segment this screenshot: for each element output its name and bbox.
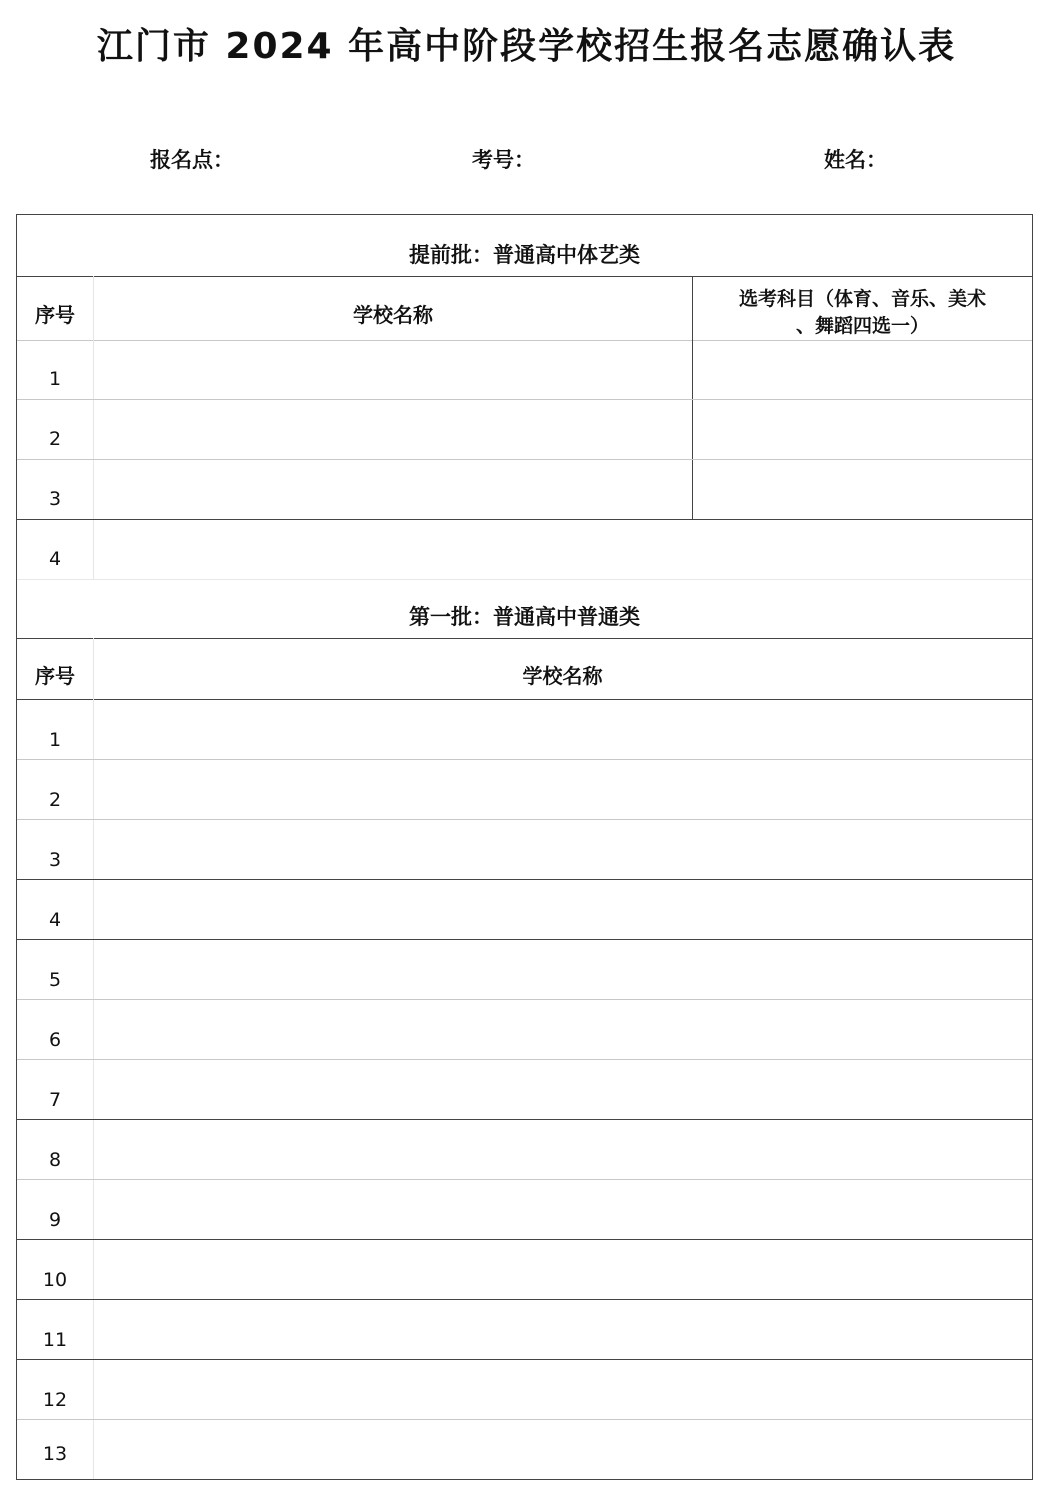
- divider: [17, 699, 1032, 700]
- advance-subject-header-line1: 选考科目（体育、音乐、美术: [738, 288, 986, 310]
- divider: [17, 1299, 1032, 1300]
- divider: [17, 879, 1032, 880]
- divider: [17, 1059, 1032, 1060]
- first-row-number: 12: [42, 1389, 68, 1411]
- first-row-number: 1: [48, 729, 62, 751]
- divider: [17, 759, 1032, 760]
- advance-school-header: 学校名称: [353, 303, 433, 327]
- application-table: [16, 214, 1033, 1480]
- divider: [17, 939, 1032, 940]
- first-batch-heading: 第一批：普通高中普通类: [409, 605, 640, 629]
- advance-subject-header-line2: 、舞蹈四选一）: [795, 315, 929, 337]
- student-name-label: 姓名：: [824, 148, 887, 172]
- divider: [17, 638, 1032, 639]
- exam-number-label: 考号：: [472, 148, 535, 172]
- registration-site-label: 报名点：: [150, 148, 234, 172]
- advance-seq-header: 序号: [35, 303, 75, 327]
- divider: [17, 999, 1032, 1000]
- divider: [17, 579, 1032, 580]
- first-row-number: 2: [48, 789, 62, 811]
- advance-row-number: 1: [48, 368, 62, 390]
- divider: [17, 519, 1032, 520]
- advance-row-number: 2: [48, 428, 62, 450]
- divider: [17, 819, 1032, 820]
- first-row-number: 9: [48, 1209, 62, 1231]
- divider: [17, 1119, 1032, 1120]
- divider: [17, 399, 1032, 400]
- divider: [93, 276, 94, 579]
- first-row-number: 3: [48, 849, 62, 871]
- first-row-number: 8: [48, 1149, 62, 1171]
- first-row-number: 7: [48, 1089, 62, 1111]
- advance-subject-header: [693, 286, 1032, 340]
- first-seq-header: 序号: [35, 664, 75, 688]
- first-row-number: 4: [48, 909, 62, 931]
- divider: [17, 1359, 1032, 1360]
- first-school-header: 学校名称: [522, 664, 603, 688]
- form-title: 江门市 2024 年高中阶段学校招生报名志愿确认表: [96, 26, 957, 67]
- advance-row-number: 3: [48, 488, 62, 510]
- advance-row-number: 4: [48, 548, 62, 570]
- divider: [17, 1419, 1032, 1420]
- divider: [17, 459, 1032, 460]
- first-row-number: 5: [48, 969, 62, 991]
- first-row-number: 10: [42, 1269, 68, 1291]
- divider: [17, 1179, 1032, 1180]
- divider: [17, 1239, 1032, 1240]
- divider: [692, 276, 693, 519]
- divider: [17, 276, 1032, 277]
- advance-batch-heading: 提前批：普通高中体艺类: [409, 243, 640, 267]
- divider: [17, 340, 1032, 341]
- first-row-number: 11: [42, 1329, 68, 1351]
- first-row-number: 6: [48, 1029, 62, 1051]
- first-row-number: 13: [42, 1443, 68, 1465]
